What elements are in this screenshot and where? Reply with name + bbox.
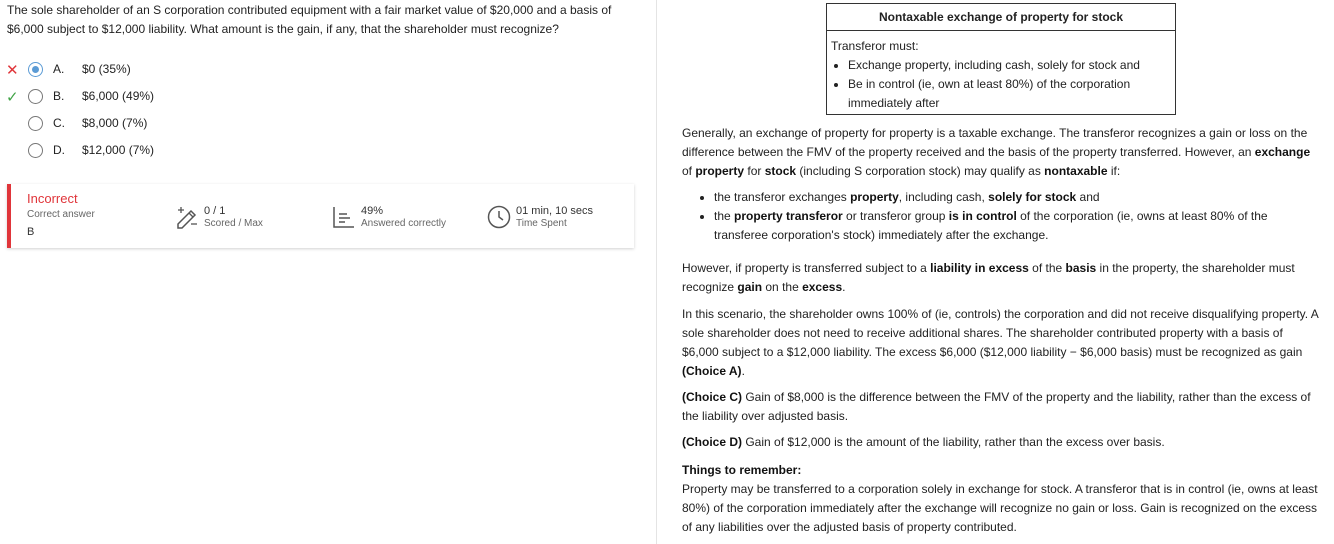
table-bullet: • Exchange property, including cash, solely for stock and <box>848 56 1175 75</box>
table-intro: Transferor must: <box>831 39 919 53</box>
bold-text: property <box>695 164 745 178</box>
bold-text: (Choice C) <box>682 390 742 404</box>
choice-text: $8,000 (7%) <box>82 116 148 130</box>
choice-c[interactable] <box>0 116 300 136</box>
choice-d-explanation: (Choice D) Gain of $12,000 is the amount of the liability, rather than the excess over basis. <box>682 435 1165 449</box>
radio-button[interactable] <box>28 62 43 77</box>
explanation-list <box>682 188 1322 245</box>
remember-text: Property may be transferred to a corporation solely in exchange for stock. A transferor that is in control (ie, owns at least 80%) of the corporation immediately after the exchange will recognize no gain or loss. Gain is recognized on the excess of any liabilities over the adjusted basis of property contributed. <box>682 482 1318 534</box>
list-item: • the transferor exchanges property, including cash, solely for stock and <box>714 188 1322 207</box>
choice-letter: B. <box>53 89 65 103</box>
question-panel <box>0 0 656 544</box>
choice-text: $6,000 (49%) <box>82 89 155 103</box>
table-body <box>827 31 1175 113</box>
explanation-paragraph-3: In this scenario, the shareholder owns 100% of (ie, controls) the corporation and did not receive disqualifying property. A sole shareholder does not need to receive additional shares. The shareholder contributed property with a basis of $6,000 subject to a $12,000 liability. The excess $6,000 ($12,000 liability − $6,000 basis) must be recognized as gain (Choice A). <box>682 307 1319 378</box>
explanation-panel <box>657 0 1334 544</box>
clock-icon <box>486 204 512 230</box>
choice-text: $0 (35%) <box>82 62 131 76</box>
things-to-remember <box>682 461 1322 537</box>
bold-text: (Choice A) <box>682 364 742 378</box>
choice-d[interactable] <box>0 143 300 163</box>
question-text: The sole shareholder of an S corporation contributed equipment with a fair market value of $20,000 and a basis of $6,000 subject to $12,000 liability. What amount is the gain, if any, that the shareholder must recognize? <box>7 3 612 36</box>
choice-letter: D. <box>53 143 65 157</box>
pencil-score-icon <box>174 204 200 230</box>
bold-text: property transferor <box>734 209 843 223</box>
bold-text: exchange <box>1254 145 1311 159</box>
bold-text: is in control <box>948 209 1017 223</box>
check-icon: ✓ <box>6 89 19 106</box>
result-card <box>7 184 634 248</box>
bold-text: excess <box>802 280 843 294</box>
table-bullet: • Be in control (ie, own at least 80%) of the corporation immediately after <box>848 75 1175 113</box>
radio-button[interactable] <box>28 143 43 158</box>
list-item: • the property transferor or transferor group is in control of the corporation (ie, owns at least 80% of the transferee corporation's stock) immediately after the exchange. <box>714 207 1322 245</box>
radio-button[interactable] <box>28 116 43 131</box>
choice-b[interactable] <box>0 89 300 109</box>
bold-text: solely for stock <box>988 190 1077 204</box>
percent-value: 49% <box>361 205 384 217</box>
choice-c-explanation: (Choice C) Gain of $8,000 is the difference between the FMV of the property and the liability, rather than the excess of the liability over adjusted basis. <box>682 390 1311 423</box>
bold-text: (Choice D) <box>682 435 742 449</box>
bold-text: stock <box>764 164 797 178</box>
x-icon: ✕ <box>6 62 19 79</box>
choice-a[interactable] <box>0 62 300 82</box>
table-bullets <box>831 56 1175 113</box>
result-status: Incorrect <box>27 191 78 206</box>
bold-text: liability in excess <box>930 261 1029 275</box>
explanation-paragraph-2: However, if property is transferred subject to a liability in excess of the basis in the property, the shareholder must recognize gain on the excess. <box>682 261 1295 294</box>
choice-letter: A. <box>53 62 65 76</box>
choice-letter: C. <box>53 116 65 130</box>
bold-text: gain <box>737 280 763 294</box>
bar-list-icon <box>331 204 357 230</box>
table-title: Nontaxable exchange of property for stock <box>827 4 1175 31</box>
remember-title: Things to remember: <box>682 463 802 477</box>
time-label: Time Spent <box>516 218 567 229</box>
time-value: 01 min, 10 secs <box>516 205 594 217</box>
bold-text: basis <box>1065 261 1097 275</box>
bold-text: property <box>850 190 899 204</box>
choice-text: $12,000 (7%) <box>82 143 155 157</box>
correct-answer-label: Correct answer <box>27 209 95 220</box>
bold-text: nontaxable <box>1044 164 1108 178</box>
summary-table <box>826 3 1176 115</box>
score-value: 0 / 1 <box>204 205 226 217</box>
explanation-paragraph-1: Generally, an exchange of property for property is a taxable exchange. The transferor recognizes a gain or loss on the difference between the FMV of the property received and the basis of the property transferred. However, an exchange of property for stock (including S corporation stock) may qualify as nontaxable if: <box>682 126 1311 178</box>
radio-button[interactable] <box>28 89 43 104</box>
percent-label: Answered correctly <box>361 218 447 229</box>
score-label: Scored / Max <box>204 218 263 229</box>
correct-answer-value: B <box>27 226 35 238</box>
